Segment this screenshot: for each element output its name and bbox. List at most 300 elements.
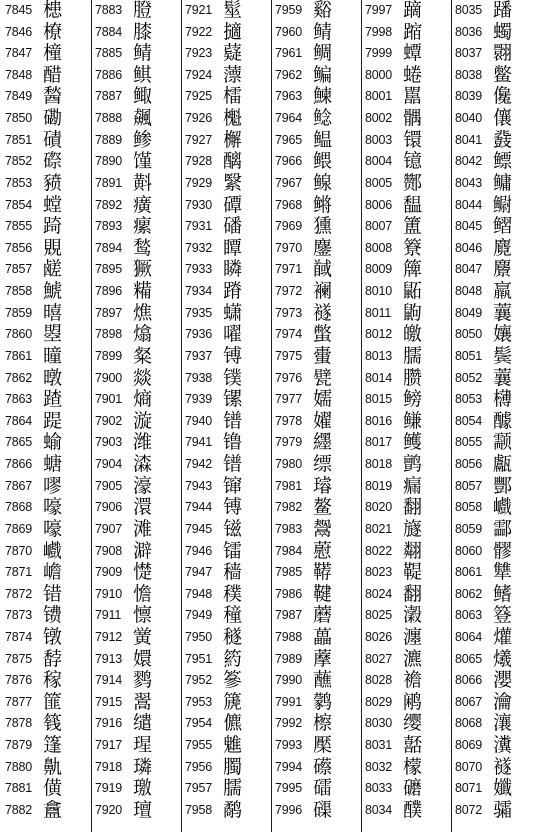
character-glyph: 鼽 [43, 755, 63, 778]
character-code: 7988 [275, 629, 303, 644]
character-code: 7935 [185, 305, 213, 320]
table-row [273, 497, 361, 519]
character-glyph: 翾 [493, 42, 513, 65]
character-code: 7893 [95, 219, 123, 234]
table-row [93, 259, 181, 281]
table-row [273, 389, 361, 411]
character-glyph: 醨 [223, 150, 243, 173]
table-row [453, 670, 539, 692]
character-code: 7890 [95, 154, 123, 169]
character-code: 7909 [95, 565, 123, 580]
character-glyph: 澼 [133, 539, 153, 562]
character-code: 7861 [5, 348, 33, 363]
character-glyph: 馧 [403, 193, 423, 216]
character-glyph: 黉 [133, 625, 153, 648]
character-code: 7914 [95, 673, 123, 688]
character-code: 8005 [365, 175, 393, 190]
character-glyph: 馞 [43, 647, 63, 670]
character-glyph: 镈 [223, 344, 243, 367]
character-glyph: 鳛 [493, 215, 513, 238]
character-glyph: 瀼 [493, 712, 513, 735]
character-glyph: 懔 [133, 604, 153, 627]
table-row [363, 216, 451, 238]
character-code: 7952 [185, 673, 213, 688]
table-row [363, 130, 451, 152]
table-row [93, 216, 181, 238]
character-glyph: 盫 [43, 798, 63, 821]
character-code: 7943 [185, 478, 213, 493]
table-row [93, 649, 181, 671]
character-glyph: 鲰 [133, 85, 153, 108]
character-code: 7932 [185, 240, 213, 255]
character-glyph: 鼗 [493, 128, 513, 151]
character-code: 7990 [275, 673, 303, 688]
character-glyph: 篸 [223, 669, 243, 692]
table-row [363, 238, 451, 260]
table-row [453, 778, 539, 800]
character-glyph: 鳌 [313, 496, 333, 519]
table-row [273, 65, 361, 87]
table-row [453, 605, 539, 627]
table-row [183, 389, 271, 411]
table-row [93, 476, 181, 498]
table-row [363, 324, 451, 346]
table-row [453, 497, 539, 519]
character-code: 7926 [185, 111, 213, 126]
character-glyph: 爔 [493, 647, 513, 670]
character-code: 8052 [455, 370, 483, 385]
table-row [363, 627, 451, 649]
table-row [93, 670, 181, 692]
character-code: 8056 [455, 457, 483, 472]
character-code: 7862 [5, 370, 33, 385]
table-row [453, 735, 539, 757]
character-glyph: 皦 [403, 323, 423, 346]
character-code: 7905 [95, 478, 123, 493]
table-row [363, 259, 451, 281]
table-row [273, 713, 361, 735]
table-row [363, 735, 451, 757]
character-code: 7885 [95, 46, 123, 61]
table-row [363, 43, 451, 65]
character-code: 8026 [365, 629, 393, 644]
character-code: 7880 [5, 759, 33, 774]
table-row [453, 476, 539, 498]
character-glyph: 镈 [223, 496, 243, 519]
character-code: 8047 [455, 262, 483, 277]
table-row [453, 22, 539, 44]
table-row [3, 800, 91, 822]
character-code: 8001 [365, 89, 393, 104]
character-code: 7951 [185, 651, 213, 666]
character-glyph: 曌 [43, 323, 63, 346]
character-code: 8006 [365, 197, 393, 212]
character-code: 7865 [5, 435, 33, 450]
table-row [183, 0, 271, 22]
character-glyph: 镤 [223, 366, 243, 389]
table-row [273, 238, 361, 260]
character-glyph: 襕 [313, 280, 333, 303]
character-glyph: 斢 [133, 171, 153, 194]
character-code: 7949 [185, 608, 213, 623]
character-glyph: 嬥 [313, 409, 333, 432]
character-code: 8061 [455, 565, 483, 580]
character-code: 7986 [275, 586, 303, 601]
table-row [183, 259, 271, 281]
character-glyph: 蹯 [493, 0, 513, 21]
table-row [3, 497, 91, 519]
table-row [363, 173, 451, 195]
character-glyph: 磧 [43, 128, 63, 151]
character-glyph: 礤 [313, 755, 333, 778]
character-code: 7915 [95, 694, 123, 709]
character-code: 7955 [185, 738, 213, 753]
table-row [363, 303, 451, 325]
table-row [93, 303, 181, 325]
character-glyph: 磻 [223, 215, 243, 238]
character-glyph: 颥 [493, 431, 513, 454]
character-glyph: 缥 [313, 453, 333, 476]
table-row [363, 22, 451, 44]
character-glyph: 鬓 [493, 344, 513, 367]
character-glyph: 鳑 [403, 388, 423, 411]
character-code: 7860 [5, 327, 33, 342]
character-code: 7941 [185, 435, 213, 450]
character-code: 7966 [275, 154, 303, 169]
character-glyph: 磲 [313, 798, 333, 821]
character-code: 8014 [365, 370, 393, 385]
character-glyph: 嬬 [313, 388, 333, 411]
table-row [93, 389, 181, 411]
character-code: 7972 [275, 284, 303, 299]
character-code: 7916 [95, 716, 123, 731]
table-row [363, 497, 451, 519]
character-glyph: 羸 [493, 280, 513, 303]
table-row [453, 324, 539, 346]
table-row [453, 692, 539, 714]
character-code: 7877 [5, 694, 33, 709]
character-code: 8048 [455, 284, 483, 299]
table-row [183, 173, 271, 195]
table-row [453, 519, 539, 541]
character-code: 8053 [455, 392, 483, 407]
character-code: 7984 [275, 543, 303, 558]
table-row [93, 562, 181, 584]
table-row [183, 778, 271, 800]
table-row [93, 86, 181, 108]
character-glyph: 蘘 [493, 366, 513, 389]
character-glyph: 瞵 [223, 258, 243, 281]
table-row [273, 562, 361, 584]
table-row [183, 497, 271, 519]
character-glyph: 熻 [133, 323, 153, 346]
table-row [183, 238, 271, 260]
character-glyph: 燚 [133, 366, 153, 389]
table-row [273, 108, 361, 130]
table-row [453, 713, 539, 735]
character-code: 8042 [455, 154, 483, 169]
character-glyph: 篷 [43, 734, 63, 757]
character-code: 8051 [455, 348, 483, 363]
character-code: 8043 [455, 175, 483, 190]
character-glyph: 槵 [43, 0, 63, 21]
table-row [453, 303, 539, 325]
character-glyph: 馑 [133, 150, 153, 173]
character-code: 7888 [95, 111, 123, 126]
character-glyph: 嘐 [43, 474, 63, 497]
table-row [183, 627, 271, 649]
table-row [453, 757, 539, 779]
character-code: 7993 [275, 738, 303, 753]
table-row [183, 800, 271, 822]
character-code: 8040 [455, 111, 483, 126]
character-code: 7997 [365, 3, 393, 17]
character-glyph: 鳂 [313, 150, 333, 173]
table-row [363, 454, 451, 476]
character-code: 7911 [95, 608, 122, 623]
character-code: 7944 [185, 500, 213, 515]
character-code: 7961 [275, 46, 303, 61]
character-code: 7906 [95, 500, 123, 515]
character-glyph: 粲 [133, 344, 153, 367]
character-glyph: 儦 [223, 712, 243, 735]
character-glyph: 纆 [313, 431, 333, 454]
character-code: 7900 [95, 370, 123, 385]
character-code: 7954 [185, 716, 213, 731]
table-row [363, 713, 451, 735]
character-glyph: 镭 [223, 539, 243, 562]
character-code: 7920 [95, 802, 123, 817]
character-code: 7892 [95, 197, 123, 212]
character-code: 8067 [455, 694, 483, 709]
character-glyph: 簰 [403, 258, 423, 281]
character-code: 7922 [185, 24, 213, 39]
table-row [363, 281, 451, 303]
table-row [273, 605, 361, 627]
character-glyph: 潍 [133, 431, 153, 454]
table-row [273, 454, 361, 476]
table-row [183, 86, 271, 108]
character-glyph: 麑 [493, 236, 513, 259]
character-glyph: 嚎 [43, 496, 63, 519]
character-glyph: 櫆 [223, 107, 243, 130]
character-glyph: 嚚 [403, 85, 423, 108]
table-row [183, 346, 271, 368]
character-code: 8019 [365, 478, 393, 493]
character-code: 8046 [455, 240, 483, 255]
table-row [453, 43, 539, 65]
table-row [453, 259, 539, 281]
character-code: 8012 [365, 327, 393, 342]
character-code: 7996 [275, 802, 303, 817]
character-glyph: 瞫 [223, 236, 243, 259]
character-code: 8065 [455, 651, 483, 666]
character-code: 8011 [365, 305, 392, 320]
table-row [273, 130, 361, 152]
character-glyph: 璿 [313, 474, 333, 497]
character-code: 7878 [5, 716, 33, 731]
table-row [183, 216, 271, 238]
character-glyph: 嚁 [223, 323, 243, 346]
character-code: 7970 [275, 240, 303, 255]
character-code: 7889 [95, 132, 123, 147]
table-row [93, 627, 181, 649]
character-code: 7881 [5, 781, 33, 796]
character-code: 7940 [185, 413, 213, 428]
table-row [3, 670, 91, 692]
table-row [453, 195, 539, 217]
character-glyph: 磹 [223, 193, 243, 216]
character-glyph: 鹯 [403, 453, 423, 476]
character-code: 8070 [455, 759, 483, 774]
character-glyph: 瘺 [403, 474, 423, 497]
character-code: 7959 [275, 3, 303, 17]
table-row [273, 411, 361, 433]
character-code: 7848 [5, 67, 33, 82]
character-glyph: 穙 [223, 582, 243, 605]
table-row [183, 692, 271, 714]
character-code: 8002 [365, 111, 393, 126]
table-row [93, 584, 181, 606]
table-row [363, 65, 451, 87]
character-glyph: 瀹 [493, 690, 513, 713]
table-row [93, 108, 181, 130]
character-glyph: 鹨 [133, 669, 153, 692]
character-code: 8024 [365, 586, 393, 601]
character-glyph: 酃 [493, 517, 513, 540]
character-glyph: 臜 [403, 366, 423, 389]
character-code: 7866 [5, 457, 33, 472]
table-row [3, 303, 91, 325]
character-code: 8018 [365, 457, 393, 472]
character-glyph: 篯 [43, 712, 63, 735]
character-code: 7864 [5, 413, 33, 428]
character-code: 7989 [275, 651, 303, 666]
character-glyph: 瀌 [403, 647, 423, 670]
character-code: 7983 [275, 521, 303, 536]
character-code: 8036 [455, 24, 483, 39]
character-glyph: 镨 [223, 409, 243, 432]
table-row [3, 432, 91, 454]
character-glyph: 鞬 [313, 582, 333, 605]
character-code: 7939 [185, 392, 213, 407]
character-code: 7957 [185, 781, 213, 796]
character-code: 8029 [365, 694, 393, 709]
character-glyph: 镙 [223, 388, 243, 411]
table-row [93, 454, 181, 476]
table-row [453, 173, 539, 195]
character-glyph: 蘸 [313, 669, 333, 692]
character-code: 7918 [95, 759, 123, 774]
table-row [183, 476, 271, 498]
table-row [3, 151, 91, 173]
character-code: 7845 [5, 3, 33, 17]
table-row [183, 432, 271, 454]
character-glyph: 鳠 [403, 431, 423, 454]
character-code: 7995 [275, 781, 303, 796]
character-glyph: 鳍 [493, 582, 513, 605]
character-code: 7928 [185, 154, 213, 169]
character-glyph: 谿 [313, 0, 333, 21]
character-code: 7898 [95, 327, 123, 342]
character-code: 8057 [455, 478, 483, 493]
table-row [273, 368, 361, 390]
character-glyph: 篪 [223, 690, 243, 713]
character-glyph: 儴 [493, 107, 513, 130]
character-code: 7985 [275, 565, 303, 580]
character-glyph: 磜 [43, 150, 63, 173]
character-code: 7923 [185, 46, 213, 61]
character-code: 7931 [185, 219, 213, 234]
character-code: 8062 [455, 586, 483, 601]
character-glyph: 飆 [133, 107, 153, 130]
character-code: 8054 [455, 413, 483, 428]
character-glyph: 璘 [133, 755, 153, 778]
table-row [273, 627, 361, 649]
character-code: 7950 [185, 629, 213, 644]
character-code: 8064 [455, 629, 483, 644]
table-row [363, 584, 451, 606]
table-row [453, 541, 539, 563]
character-code: 7930 [185, 197, 213, 212]
character-code: 7934 [185, 284, 213, 299]
character-glyph: 嚭 [403, 734, 423, 757]
character-code: 8059 [455, 521, 483, 536]
table-row [3, 130, 91, 152]
table-row [183, 281, 271, 303]
table-row [93, 713, 181, 735]
table-row [273, 0, 361, 22]
table-row [93, 519, 181, 541]
character-code: 7912 [95, 629, 123, 644]
character-code: 7850 [5, 111, 33, 126]
character-code: 7947 [185, 565, 213, 580]
character-glyph: 藯 [313, 539, 333, 562]
character-code: 8013 [365, 348, 393, 363]
character-glyph: 酂 [403, 171, 423, 194]
character-code: 8000 [365, 67, 393, 82]
character-glyph: 鰊 [313, 85, 333, 108]
character-code: 7907 [95, 521, 123, 536]
table-row [453, 584, 539, 606]
table-row [363, 692, 451, 714]
table-row [363, 562, 451, 584]
character-code: 8008 [365, 240, 393, 255]
table-row [273, 757, 361, 779]
character-glyph: 覞 [43, 236, 63, 259]
character-glyph: 鯱 [43, 280, 63, 303]
character-glyph: 爟 [493, 625, 513, 648]
character-glyph: 镦 [43, 625, 63, 648]
character-code: 8050 [455, 327, 483, 342]
table-row [183, 195, 271, 217]
character-code: 8039 [455, 89, 483, 104]
character-glyph: 蘑 [313, 604, 333, 627]
character-code: 7958 [185, 802, 213, 817]
table-row [3, 0, 91, 22]
table-row [453, 130, 539, 152]
character-glyph: 鳈 [313, 171, 333, 194]
character-code: 8055 [455, 435, 483, 450]
character-glyph: 鳚 [493, 193, 513, 216]
table-column [93, 0, 182, 832]
table-row [3, 324, 91, 346]
table-row [453, 216, 539, 238]
character-code: 7868 [5, 500, 33, 515]
character-glyph: 膯 [133, 0, 153, 21]
character-glyph: 簦 [493, 604, 513, 627]
character-glyph: 骦 [493, 798, 513, 821]
